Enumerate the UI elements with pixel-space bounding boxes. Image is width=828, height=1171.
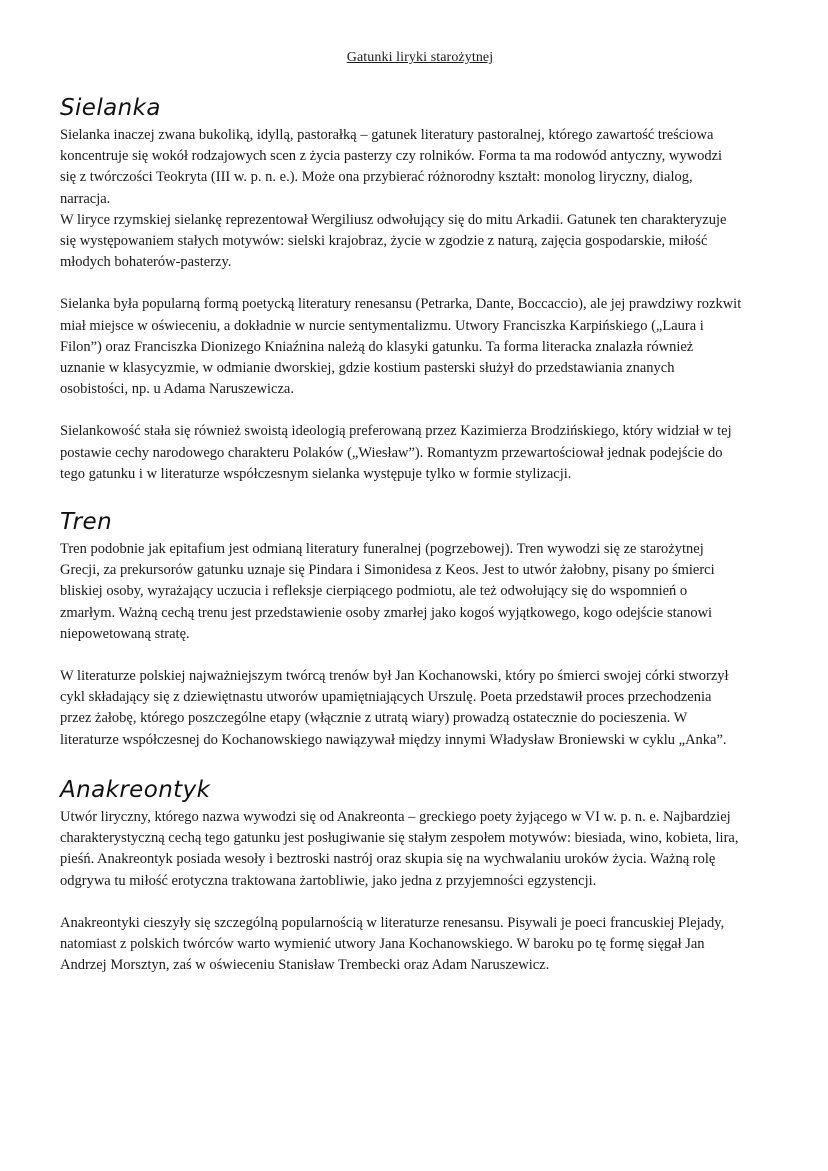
text-line: narracja. (60, 190, 111, 207)
text-line: koncentruje się wokół rodzajowych scen z życia pasterzy czy rolników. Forma ta ma rodowód antyczny, wywodzi (60, 148, 723, 165)
section-heading: Tren (60, 509, 113, 535)
text-line: Andrzej Morsztyn, zaś w oświeceniu Stanisław Trembecki oraz Adam Naruszewicz. (60, 957, 550, 974)
section-sielanka (60, 91, 780, 485)
text-line: W liryce rzymskiej sielankę reprezentował Wergiliusz odwołujący się do mitu Arkadii. Gatunek ten charakteryzuje (60, 211, 727, 228)
text-line: literaturze współczesnej do Kochanowskiego nawiązywał między innymi Władysław Broniewski w cyklu „Anka”. (60, 731, 727, 748)
text-line: W literaturze polskiej najważniejszym twórcą trenów był Jan Kochanowski, który po śmierci swojej córki stworzył (60, 668, 729, 685)
text-line: tego gatunku i w literaturze współczesnym sielanka występuje tylko w formie stylizacji. (60, 465, 572, 482)
text-line: miał miejsce w oświeceniu, a dokładnie w nurcie sentymentalizmu. Utwory Franciszka Karpińskiego („Laura i (60, 317, 704, 334)
paragraph (60, 294, 780, 400)
paragraph (60, 539, 780, 645)
paragraph (60, 807, 780, 892)
text-line: Grecji, za prekursorów gatunku uznaje się Pindara i Simonidesa z Keos. Jest to utwór żałobny, pisany po śmierci (60, 562, 715, 579)
text-line: postawie cechy narodowego charakteru Polaków („Wiesław”). Romantyzm przewartościował jednak podejście do (60, 444, 723, 461)
section-anakreontyk (60, 773, 780, 976)
text-line: uznanie w klasycyzmie, w odmianie dworskiej, gdzie kostium pasterski służył do przedstawiania znanych (60, 360, 675, 377)
paragraph (60, 421, 780, 485)
text-line: Sielanka inaczej zwana bukoliką, idyllą, pastorałką – gatunek literatury pastoralnej, którego zawartość treściowa (60, 127, 714, 143)
text-line: się z twórczości Teokryta (III w. p. n. e.). Może ona przybierać różnorodny kształt: monolog liryczny, dialog, (60, 169, 693, 186)
text-line: odgrywa tu miłość erotyczna traktowana żartobliwie, jako jedna z przyjemności egzystencji. (60, 872, 597, 889)
section-heading: Sielanka (60, 95, 161, 121)
text-line: niepowetowaną stratę. (60, 625, 190, 642)
text-line: Anakreontyki cieszyły się szczególną popularnością w literaturze renesansu. Pisywali je poeci francuskiej Plejady, (60, 914, 725, 931)
paragraph (60, 666, 780, 751)
text-line: osobistości, np. u Adama Naruszewicza. (60, 381, 294, 398)
text-line: się występowaniem stałych motywów: sielski krajobraz, życie w zgodzie z naturą, zajęcia gospodarskie, miłość (60, 233, 708, 250)
text-line: przez żałobę, którego poszczególne etapy (włącznie z utratą wiary) prowadzą ostatecznie do pocieszenia. W (60, 710, 688, 727)
text-line: Sielanka była popularną formą poetycką literatury renesansu (Petrarka, Dante, Boccaccio), ale jej prawdziwy rozkwit (60, 296, 742, 313)
section-tren (60, 505, 780, 751)
text-line: cykl składający się z dziewiętnastu utworów upamiętniających Urszulę. Poeta przedstawił proces przechodzenia (60, 689, 712, 706)
text-line: młodych bohaterów-pasterzy. (60, 254, 232, 271)
text-line: pieśń. Anakreontyk posiada wesoły i beztroski nastrój oraz skupia się na wychwalaniu uroków życia. Ważną rolę (60, 851, 716, 868)
section-heading: Anakreontyk (60, 777, 211, 803)
paragraph (60, 125, 780, 273)
text-line: Tren podobnie jak epitafium jest odmianą literatury funeralnej (pogrzebowej). Tren wywodzi się ze starożytnej (60, 541, 704, 557)
text-line: charakterystyczną cechą tego gatunku jest posługiwanie się stałym zespołem motywów: biesiada, wino, kobieta, lira, (60, 830, 739, 847)
text-line: Utwór liryczny, którego nazwa wywodzi się od Anakreonta – greckiego poety żyjącego w VI w. p. n. e. Najbardziej (60, 809, 731, 825)
text-line: natomiast z polskich twórców warto wymienić utwory Jana Kochanowskiego. W baroku po tę formę sięgał Jan (60, 936, 705, 953)
text-line: zmarłym. Ważną cechą trenu jest przedstawienie osoby zmarłej jako kogoś wyjątkowego, kogo odejście stanowi (60, 604, 713, 621)
document-title: Gatunki liryki starożytnej (346, 50, 494, 65)
text-line: Filon”) oraz Franciszka Dionizego Kniaźnina należą do klasyki gatunku. Ta forma literacka znalazła również (60, 338, 694, 355)
text-line: bliskiej osoby, wyrażający uczucia i refleksje cierpiącego podmiotu, ale też odwołujący się do wspomnień o (60, 583, 688, 600)
text-line: Sielankowość stała się również swoistą ideologią preferowaną przez Kazimierza Brodzińskiego, który widział w tej (60, 423, 732, 440)
paragraph (60, 913, 780, 977)
